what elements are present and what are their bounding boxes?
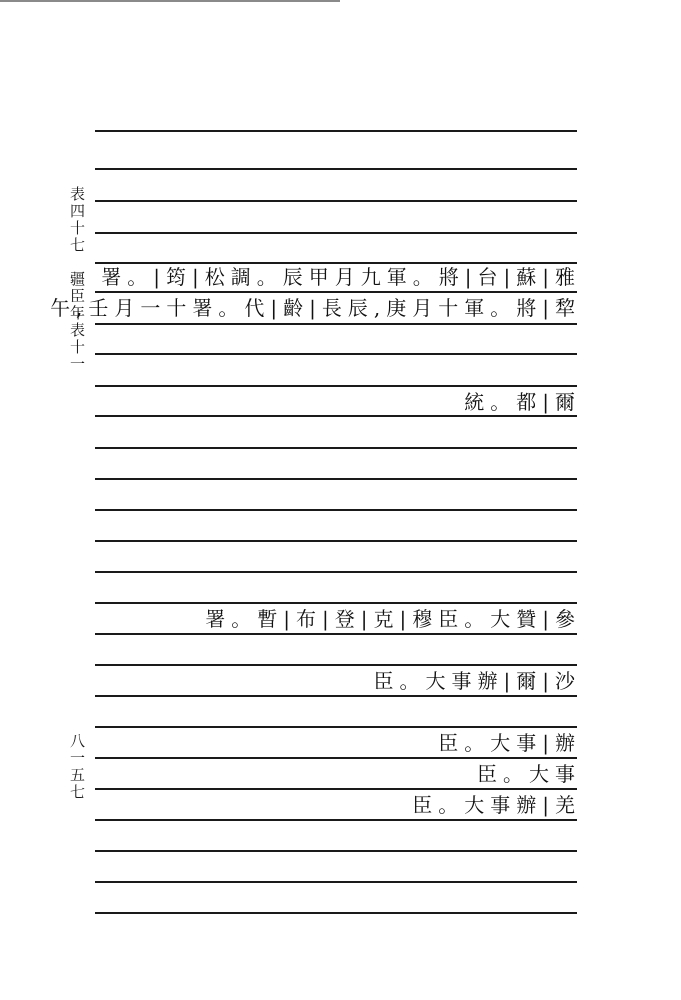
table-title-margin: 表四十七 疆臣年表十一 [68, 186, 86, 373]
table-rule [95, 353, 577, 355]
table-rule [95, 168, 577, 170]
page-number: 八一五七 [68, 733, 86, 801]
table-row-text: 統。都|爾 [464, 390, 581, 414]
table-row-text: 署。|筠|松調。辰甲月九軍。將|台|蘇|雅 [101, 265, 581, 289]
table-rule [95, 323, 577, 325]
table-rule [95, 478, 577, 480]
table-rule [95, 571, 577, 573]
table-rule [95, 232, 577, 234]
table-row-text: 臣。大事 [477, 762, 581, 786]
table-rule [95, 881, 577, 883]
table-row-text: 午,壬月一十署。代|齡|長辰,庚月十軍。將|犂 [50, 296, 581, 320]
table-row-text: 臣。大事|辦 [438, 731, 581, 755]
table-row-text: 臣。大事辦|羌 [412, 793, 581, 817]
table-row-text: 署。暫|布|登|克|穆臣。大贊|參 [205, 607, 581, 631]
table-rule [95, 912, 577, 914]
table-rule [95, 509, 577, 511]
table-rule [95, 130, 577, 132]
table-rule [95, 447, 577, 449]
table-rule [95, 850, 577, 852]
table-row-text: 臣。大事辦|爾|沙 [373, 669, 581, 693]
table-rule [95, 200, 577, 202]
table-rule [95, 540, 577, 542]
page-top-edge-line [0, 0, 340, 2]
